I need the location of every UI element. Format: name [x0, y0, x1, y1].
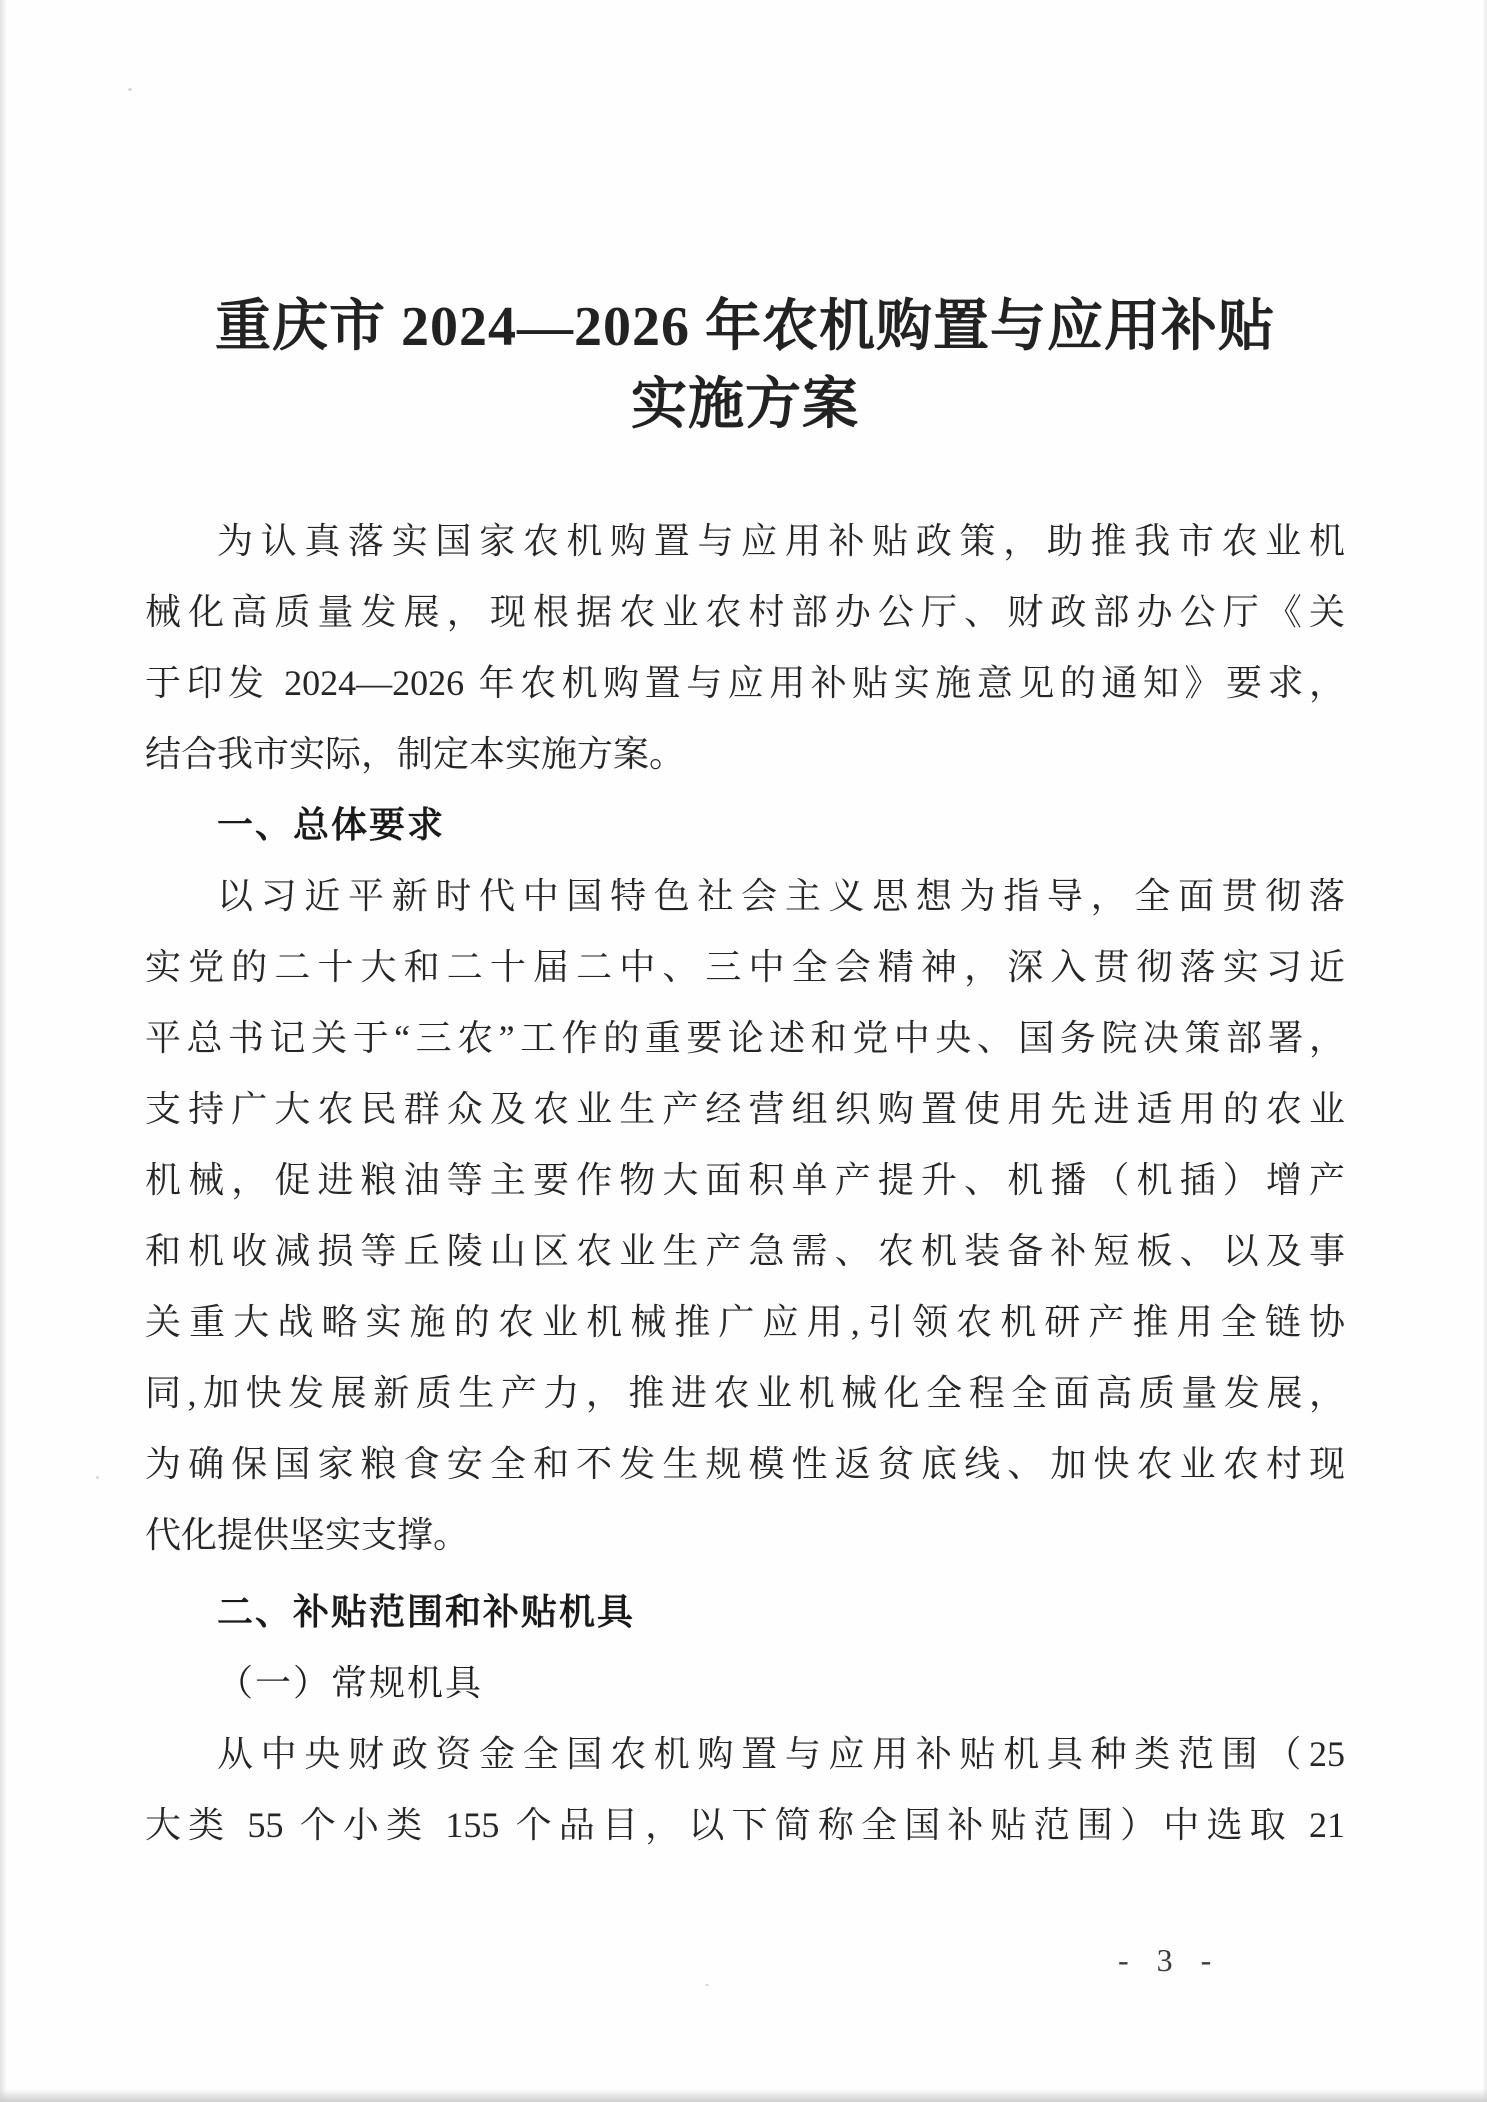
- document-title: [145, 288, 1345, 444]
- section2-line: 大类 55 个小类 155 个品目，以下简称全国补贴范围）中选取 21: [145, 1805, 1345, 1845]
- section1-line: 以习近平新时代中国特色社会主义思想为指导，全面贯彻落: [217, 876, 1345, 916]
- paragraph1-line: 械化高质量发展，现根据农业农村部办公厅、财政部办公厅《关: [145, 592, 1345, 632]
- section2-subheading: （一）常规机具: [217, 1663, 484, 1703]
- document-body: [145, 288, 1345, 1861]
- scan-edge-bottom: [0, 2089, 1487, 2102]
- section1-line: 关重大战略实施的农业机械推广应用,引领农机研产推用全链协: [145, 1302, 1345, 1342]
- paragraph1-line: 结合我市实际，制定本实施方案。: [145, 734, 686, 774]
- scan-speckle: [96, 1476, 99, 1479]
- scan-speckle: [128, 88, 132, 91]
- paragraph1-line: 于印发 2024—2026 年农机购置与应用补贴实施意见的通知》要求，: [145, 663, 1345, 703]
- page-number: - 3 -: [1118, 1942, 1222, 1978]
- section1-line: 同,加快发展新质生产力，推进农业机械化全程全面高质量发展，: [145, 1373, 1345, 1413]
- section1-line: 支持广大农民群众及农业生产经营组织购置使用先进适用的农业: [145, 1089, 1345, 1129]
- section1-line: 和机收减损等丘陵山区农业生产急需、农机装备补短板、以及事: [145, 1231, 1345, 1271]
- section1-line: 实党的二十大和二十届二中、三中全会精神，深入贯彻落实习近: [145, 947, 1345, 987]
- section1-heading: 一、总体要求: [217, 805, 446, 845]
- document-title-line1: 重庆市 2024—2026 年农机购置与应用补贴: [215, 296, 1275, 358]
- scan-speckle: [705, 1984, 709, 1986]
- section2-line: 从中央财政资金全国农机购置与应用补贴机具种类范围（25: [217, 1734, 1345, 1774]
- section1-line: 平总书记关于“三农”工作的重要论述和党中央、国务院决策部署，: [145, 1018, 1345, 1058]
- scan-edge-right: [1482, 0, 1487, 2102]
- section2-heading: 二、补贴范围和补贴机具: [217, 1592, 636, 1632]
- document-text: [145, 506, 1345, 1861]
- paragraph1-line: 为认真落实国家农机购置与应用补贴政策，助推我市农业机: [217, 521, 1345, 561]
- section1-line: 代化提供坚实支撑。: [145, 1515, 470, 1555]
- document-title-line2: 实施方案: [631, 374, 859, 436]
- scan-edge-left: [0, 0, 7, 2102]
- section1-line: 机械，促进粮油等主要作物大面积单产提升、机播（机插）增产: [145, 1160, 1345, 1200]
- section1-line: 为确保国家粮食安全和不发生规模性返贫底线、加快农业农村现: [145, 1444, 1345, 1484]
